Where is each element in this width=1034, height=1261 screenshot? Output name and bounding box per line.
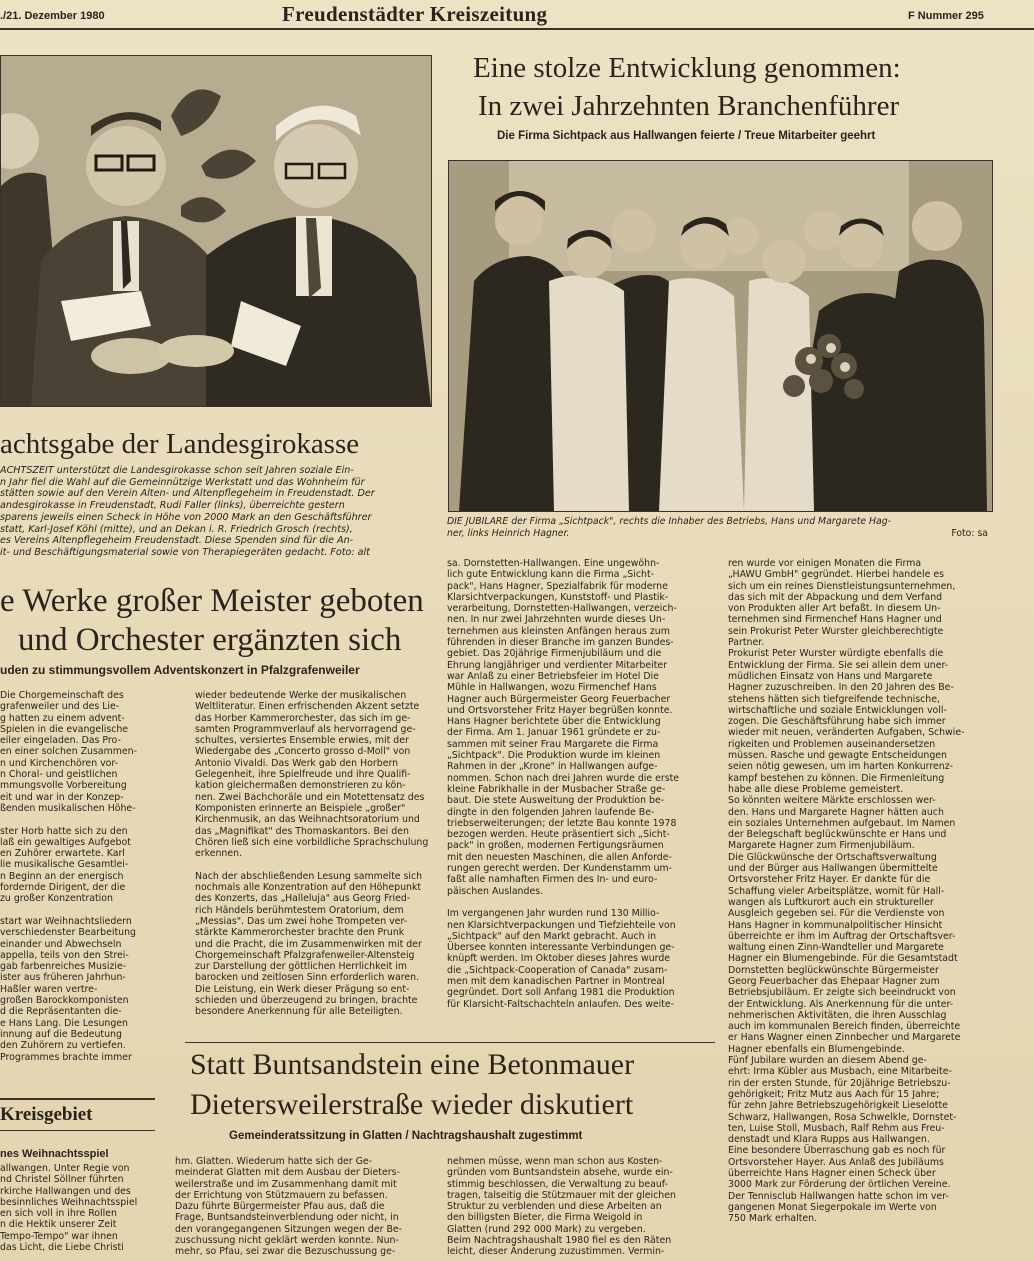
issue-number: F Nummer 295 — [908, 10, 984, 22]
caption-text: DIE JUBILARE der Firma „Sichtpack", rechts die Inhaber des Betriebs, Hans und Margarete Hag- ner, links Heinrich Hagner. — [447, 516, 891, 539]
photo-handshake-icon — [0, 55, 432, 407]
concert-headline-2: und Orchester ergänzten sich — [18, 622, 402, 658]
sichtpack-column-2: ren wurde vor einigen Monaten die Firma „HAWU GmbH" gegründet. Hierbei handele es sich um ein reines Dienstleistungsunternehmen, das sich mit der Abpackung und dem Verfand von Produkten aller Art befaßt. In diesem Un- ternehmen sind Firmenchef Hans Hagner und sein Prokurist Peter Wurster gleichberechtigte Partner. Prokurist Peter Wurster würdigte ebenfalls die Entwicklung der Firma. Sie sei allein dem uner- müdlichen Einsatz von Hans und Margarete Hagner zuzuschreiben. In den 20 Jahren des Be- stehens hätten sich tiefgreifende technische, wirtschaftliche und soziale Entwicklungen voll- zogen. Die Geschäftsführung habe sich immer wieder mit neuen, veränderten Aufgaben, Schwie- rigkeiten und Problemen auseinandersetzen müssen. Rasche und gewagte Entscheidungen seien nötig gewesen, um im harten Konkurrenz- kampf bestehen zu können. Die Firmenleitung habe alle diese Probleme gemeistert. So könnten weitere Märkte erschlossen wer- den. Hans und Margarete Hagner hätten auch ein soziales Unternehmen aufgebaut. Im Namen der Belegschaft beglückwünschte er Hans und Margarete Hagner zum Firmenjubiläum. Die Glückwünsche der Ortschaftsverwaltung und der Bürger aus Hallwangen übermittelte Ortsvorsteher Fritz Hayer. Er dankte für die Schaffung vieler Arbeitsplätze, womit für Hall- wangen als Luftkurort auch ein struktureller Ausgleich gegeben sei. Für die Verdienste von Hans Hagner in kommunalpolitischer Hinsicht überreichte er ihm im Auftrag der Ortschaftsver- waltung einen Zinn-Wandteller und Margarete Hagner ein Blumengebinde. Für die Gesamtstadt Dornstetten beglückwünschte Bürgermeister Georg Feuerbacher das Ehepaar Hagner zum Betriebsjubiläum. Er zeigte sich beeindruckt von der Entwicklung. Als Anerkennung für die unter- nehmerischen Aktivitäten, die ihren Ausschlag auch im kommunalen Bereich finden, überreichte er Hans Wagner einen Zinnbecher und Margarete Hagner ebenfalls ein Blumengebinde. Fünf Jubilare wurden an diesem Abend ge- ehrt: Irma Kübler aus Musbach, eine Mitarbeite- rin der ersten Stunde, für 20jährige Betriebszu- gehörigkeit; Fritz Mutz aus Aach für 15 Jahre; für zehn Jahre Betriebszugehörigkeit Lieselotte Schwarz, Hallwangen, Rosa Schwelkle, Dornstet- ten, Luise Stoll, Musbach, Ralf Rehm aus Freu- denstadt und Klara Rupps aus Hallwangen. Eine besondere Überraschung gab es noch für Ortsvorsteher Hayer. Aus Anlaß des Jubiläums überreichte Hans Hagner einen Scheck über 3000 Mark zur Förderung der örtlichen Vereine. Der Tennisclub Hallwangen hatte schon im ver- gangenen Monat Siegerpokale im Werte von 750 Mark erhalten. — [728, 558, 965, 1225]
glatten-headline-2: Dietersweilerstraße wieder diskutiert — [190, 1088, 634, 1121]
sichtpack-headline-2: In zwei Jahrzehnten Branchenführer — [478, 90, 900, 122]
kreis-rule-2 — [0, 1130, 155, 1131]
sichtpack-subhead: Die Firma Sichtpack aus Hallwangen feierte / Treue Mitarbeiter geehrt — [497, 130, 876, 142]
kreis-subhead: nes Weihnachtsspiel — [0, 1148, 109, 1160]
left-article-body: ACHTSZEIT unterstützt die Landesgirokasse schon seit Jahren soziale Ein- n Jahr fiel die Wahl auf die Gemeinnützige Werkstatt und das Wohnheim für stätten sowie auf den Verein Alten- und Altenpflegeheim in Freudenstadt. Der andesgirokasse in Freudenstadt, Rudi Faller (links), überreichte gestern sparens jeweils einen Scheck in Höhe von 2000 Mark an den Geschäftsführer statt, Karl-Josef Köhl (mitte), und an Dekan i. R. Friedrich Grosch (rechts), es Vereins Altenpflegeheim Freudenstadt. Diese Spenden sind für die An- it- und Beschäftigungsmaterial sowie von Therapiegeräten gedacht. Foto: alt — [0, 465, 375, 558]
glatten-column-2: nehmen müsse, wenn man schon aus Kosten- gründen vom Buntsandstein absehe, wurde ein- stimmig beschlossen, die Verwaltung zu beauf- tragen, talseitig die Stützmauer mit der gleichen Struktur zu verblenden und diese Arbeiten an den billigsten Bieter, die Firma Weigold in Glatten (rund 292 000 Mark) zu vergeben. Beim Nachtragshaushalt 1980 fiel es den Räten leicht, dieser Änderung zuzustimmen. Vermin- — [447, 1156, 676, 1258]
concert-column-1: Die Chorgemeinschaft des grafenweiler und des Lie- g hatten zu einem advent- Spielen in die evangelische eiler eingeladen. Das Pro- en einer solchen Zusammen- n und Kirchenchören vor- n Choral- und geistlichen mmungsvolle Vorbereitung eit und war in der Konzep- ßenden musikalischen Höhe- ster Horb hatte sich zu den laß ein gewaltiges Aufgebot en Zuhörer erwartete. Karl lie musikalische Gesamtlei- n Beginn an der energisch fordernde Dirigent, der die zu großer Konzentration start war Weihnachtsliedern verschiedenster Bearbeitung einander und Abwechseln appella, teils von den Strei- gab farbenreiches Musizie- ister aus früheren Jahrhun- Haßler waren vertre- großen Barockkomponisten d die Repräsentanten die- e Hans Lang. Die Lesungen innung auf die Bedeutung den Zuhörern zu vertiefen. Programmes brachte immer — [0, 690, 137, 1063]
kreis-body: allwangen. Unter Regie von nd Christel Söllner führten rkirche Hallwangen und des besinnliches Weihnachtsspiel en sich voll in ihre Rollen n die Hektik unserer Zeit Tempo-Tempo" war ihnen das Licht, die Liebe Christi — [0, 1163, 138, 1254]
newspaper-title: Freudenstädter Kreiszeitung — [282, 2, 548, 26]
glatten-subhead: Gemeinderatssitzung in Glatten / Nachtragshaushalt zugestimmt — [229, 1130, 583, 1142]
concert-subhead: uden zu stimmungsvollem Adventskonzert in Pfalzgrafenweiler — [0, 663, 360, 677]
masthead-rule — [0, 28, 1034, 30]
concert-column-2: wieder bedeutende Werke der musikalischen Weltliteratur. Einen erfrischenden Akzent setzte das Horber Kammerorchester, das sich im ge- samten Programmverlauf als hervorragend ge- schultes, versiertes Ensemble erwies, mit der Wiedergabe des „Concerto grosso d-Moll" von Antonio Vivaldi. Das Werk gab den Horbern Gelegenheit, ihre Spielfreude und ihre Qualifi- kation gleichermaßen demonstrieren zu kön- nen. Zwei Bachchoräle und ein Motettensatz des Komponisten erinnerte an Beispiele „großer" Kirchenmusik, an das Weihnachtsoratorium und das „Magnifikat" des Thomaskantors. Bei den Chören ließ sich eine vorbildliche Sprachschulung erkennen. Nach der abschließenden Lesung sammelte sich nochmals alle Konzentration auf den Höhepunkt des Konzerts, das „Halleluja" aus Georg Fried- rich Händels berühmtestem Oratorium, dem „Messias". Das um zwei hohe Trompeten ver- stärkte Kammerorchester brachte den Prunk und die Pracht, die im Zusammenwirken mit der Chorgemeinschaft Pfalzgrafenweiler-Altensteig zur Darstellung der göttlichen Herrlichkeit im barocken und zeitlosen Sinn erforderlich waren. Die Leistung, ein Werk dieser Prägung so ent- schieden und überzeugend zu bringen, brachte besondere Anerkennung für alle Beteiligten. — [195, 690, 429, 1018]
sichtpack-column-1: sa. Dornstetten-Hallwangen. Eine ungewöhn- lich gute Entwicklung kann die Firma „Sicht- pack", Hans Hagner, Spezialfabrik für moderne Klarsichtverpackungen, Kunststoff- und Plastik- verarbeitung, Dornstetten-Hallwangen, verzeich- nen. In nur zwei Jahrzehnten wurde dieses Un- ternehmen aus kleinsten Anfängen heraus zum führenden in dieser Branche im ganzen Bundes- gebiet. Das 20jährige Firmenjubiläum und die Ehrung langjähriger und verdienter Mitarbeiter war Anlaß zu einer Betriebsfeier im Hotel Die Mühle in Hallwangen, wozu Firmenchef Hans Hagner auch Bürgermeister Georg Feuerbacher und Ortsvorsteher Fritz Hayer begrüßen konnte. Hans Hagner berichtete über die Entwicklung der Firma. Am 1. Januar 1961 gründete er zu- sammen mit seiner Frau Margarete die Firma „Sichtpack". Die Produktion wurde im kleinen Rahmen in der „Krone" in Hallwangen aufge- nommen. Schon nach drei Jahren wurde die erste kleine Fabrikhalle in der Musbacher Straße ge- baut. Die stete Ausweitung der Produktion be- dingte in den folgenden Jahren laufende Be- triebserweiterungen; der letzte Bau konnte 1978 bezogen werden. Heute präsentiert sich „Sicht- pack" in großen, modernen Fertigungsräumen mit den neuesten Maschinen, die allen Anforde- rungen gerecht werden. Der Kundenstamm um- faßt alle namhaften Firmen des In- und euro- päischen Auslandes. Im vergangenen Jahr wurden rund 130 Millio- nen Klarsichtverpackungen und Tiefziehteile von „Sichtpack" auf den Markt gebracht. Auch in Übersee konnten interessante Verbindungen ge- knüpft werden. Im Oktober dieses Jahres wurde die „Sichtpack-Cooperation of Canada" zusam- men mit dem kanadischen Partner in Montreal gegründet. Dort soll Anfang 1981 die Produktion für Klarsicht-Faltschachteln anlaufen. Des weite- — [447, 558, 680, 1010]
concert-headline-1: e Werke großer Meister geboten — [0, 583, 424, 619]
glatten-column-1: hm. Glatten. Wiederum hatte sich der Ge- meinderat Glatten mit dem Ausbau der Dieters- weilerstraße und im Zusammenhang damit mit der Errichtung von Stützmauern zu befassen. Dazu führte Bürgermeister Pfau aus, daß die Frage, Buntsandsteinverblendung oder nicht, in den vorangegangenen Sitzungen wegen der Be- zuschussung nicht geklärt werden konnte. Nun- mehr, so Pfau, sei zwar die Bezuschussung ge- — [175, 1156, 403, 1258]
issue-date: ./21. Dezember 1980 — [0, 10, 105, 22]
sichtpack-headline-1: Eine stolze Entwicklung genommen: — [473, 52, 901, 84]
glatten-rule — [185, 1042, 715, 1043]
photo-group-icon — [448, 160, 993, 512]
left-headline: achtsgabe der Landesgirokasse — [0, 428, 360, 460]
photo-caption — [447, 516, 992, 539]
glatten-headline-1: Statt Buntsandstein eine Betonmauer — [190, 1048, 635, 1081]
kreis-rule — [0, 1098, 155, 1100]
kreisgebiet-heading: Kreisgebiet — [0, 1104, 93, 1125]
photo-credit: Foto: sa — [951, 527, 988, 539]
